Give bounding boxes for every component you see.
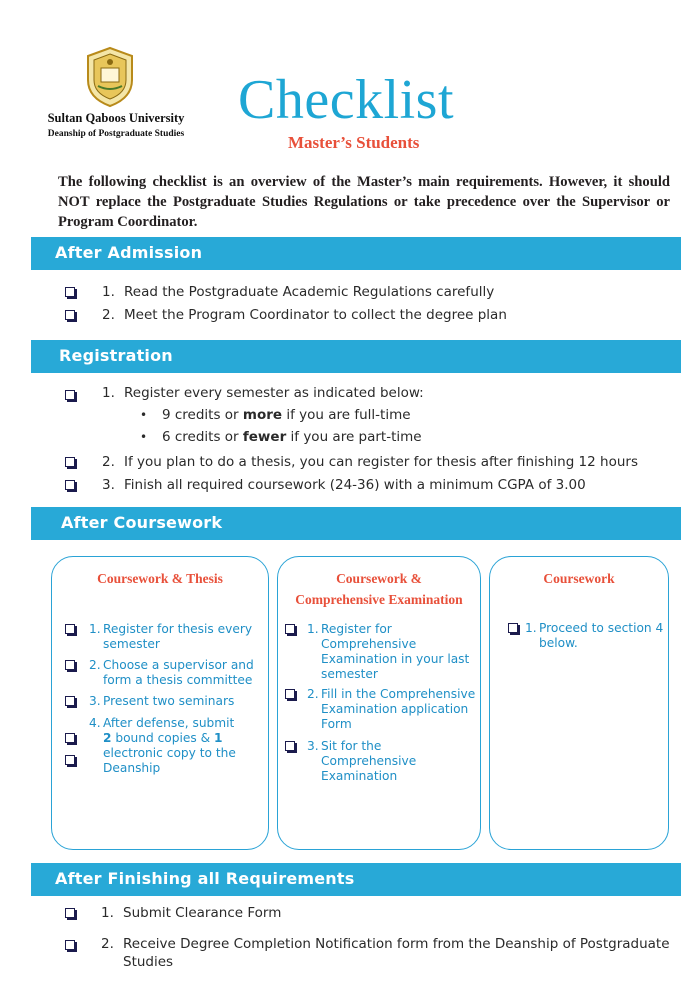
list-item: 2. Receive Degree Completion Notification form from the Deanship of Postgraduate bbox=[101, 936, 670, 952]
section-title: After Admission bbox=[55, 243, 203, 262]
intro-paragraph: The following checklist is an overview of the Master’s main requirements. However, it should NOT replace the Postgraduate Studies Regulations or take precedence over the Supervisor or Program Coordinator. bbox=[58, 174, 670, 230]
checkbox[interactable] bbox=[65, 940, 75, 950]
checkbox[interactable] bbox=[65, 480, 75, 490]
section-header-registration bbox=[31, 340, 681, 373]
section-title: After Coursework bbox=[61, 513, 223, 532]
coursework-only-box bbox=[489, 556, 669, 850]
checkbox[interactable] bbox=[508, 623, 518, 633]
bullet-item: • 9 credits or more if you are full-time bbox=[140, 407, 411, 423]
checkbox[interactable] bbox=[65, 733, 75, 743]
university-name: Sultan Qaboos University bbox=[47, 111, 185, 125]
section-header-after-coursework bbox=[31, 507, 681, 540]
checkbox[interactable] bbox=[285, 741, 295, 751]
list-item: 1. Submit Clearance Form bbox=[101, 905, 282, 921]
checkbox[interactable] bbox=[65, 457, 75, 467]
box-title: Coursework & bbox=[336, 571, 422, 586]
university-logo bbox=[84, 46, 136, 108]
section-title: Registration bbox=[59, 346, 173, 365]
page-subtitle: Master’s Students bbox=[288, 133, 420, 152]
checkbox[interactable] bbox=[285, 689, 295, 699]
list-item: 2. If you plan to do a thesis, you can register for thesis after finishing 12 hours bbox=[102, 454, 638, 470]
checkbox[interactable] bbox=[65, 287, 75, 297]
bullet-item: • 6 credits or fewer if you are part-time bbox=[140, 429, 422, 445]
checkbox[interactable] bbox=[65, 908, 75, 918]
checkbox[interactable] bbox=[285, 624, 295, 634]
section-header-after-finishing bbox=[31, 863, 681, 896]
checkbox[interactable] bbox=[65, 624, 75, 634]
page-title: Checklist bbox=[238, 69, 455, 131]
checkbox[interactable] bbox=[65, 390, 75, 400]
checkbox[interactable] bbox=[65, 310, 75, 320]
list-item: 1. Register every semester as indicated below: bbox=[102, 385, 424, 401]
list-item-continuation: Studies bbox=[123, 954, 174, 970]
section-header-after-admission bbox=[31, 237, 681, 270]
checkbox[interactable] bbox=[65, 755, 75, 765]
list-item: 3. Finish all required coursework (24-36) with a minimum CGPA of 3.00 bbox=[102, 477, 586, 493]
list-item: 1. Read the Postgraduate Academic Regulations carefully bbox=[102, 284, 495, 300]
box-title: Coursework & Thesis bbox=[97, 571, 223, 586]
box-title: Comprehensive Examination bbox=[295, 592, 463, 607]
section-title: After Finishing all Requirements bbox=[55, 869, 355, 888]
checkbox[interactable] bbox=[65, 696, 75, 706]
box-title: Coursework bbox=[543, 571, 615, 586]
checkbox[interactable] bbox=[65, 660, 75, 670]
list-item: 2. Meet the Program Coordinator to collect the degree plan bbox=[102, 307, 507, 323]
deanship-name: Deanship of Postgraduate Studies bbox=[47, 129, 185, 139]
